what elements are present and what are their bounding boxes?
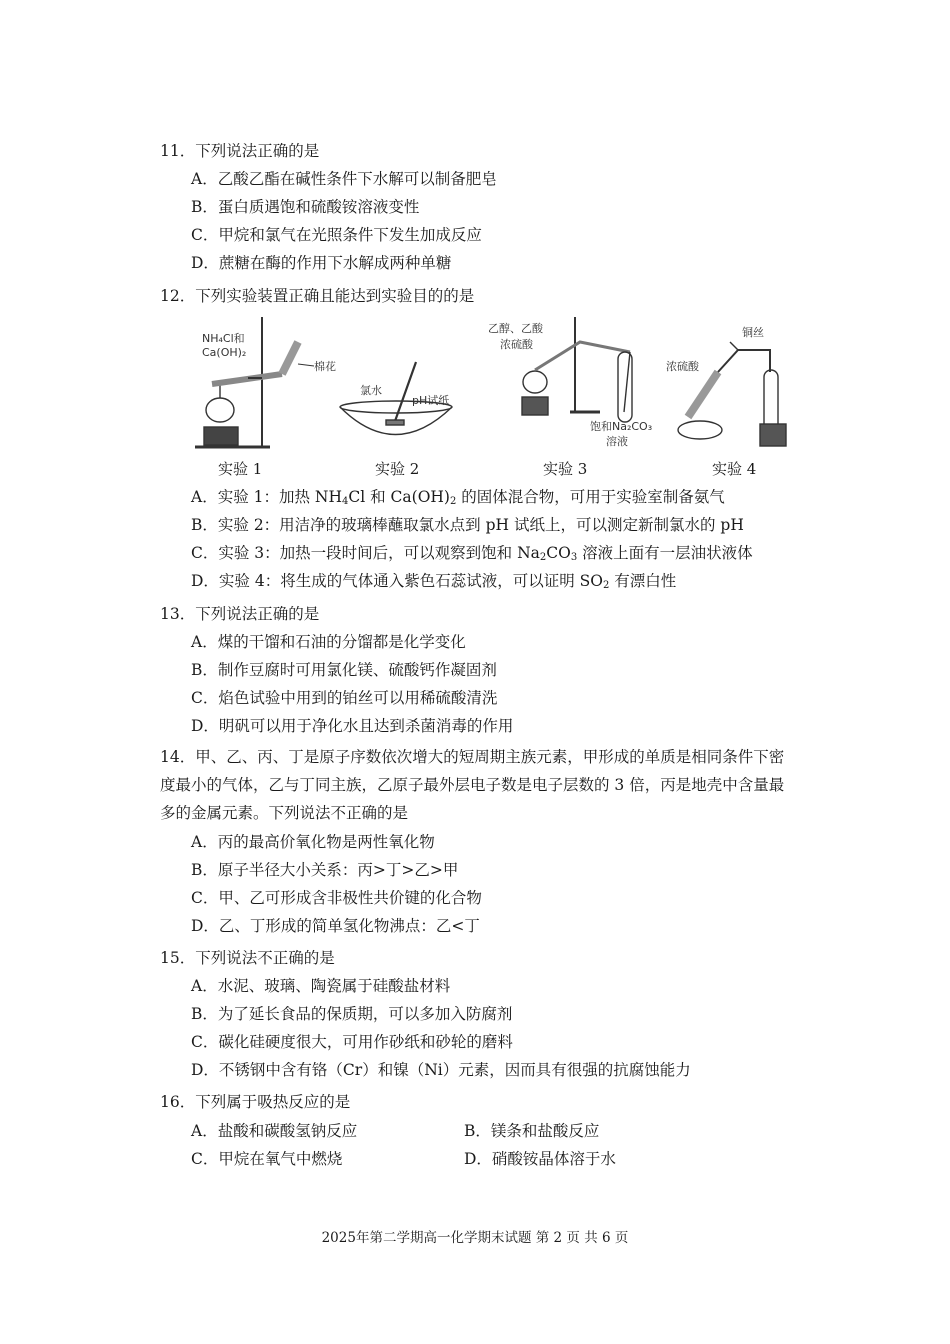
q12-option-b: B．实验 2：用洁净的玻璃棒蘸取氯水点到 pH 试纸上，可以测定新制氯水的 pH: [191, 516, 744, 534]
q14-stem-line2: 度最小的气体，乙与丁同主族，乙原子最外层电子数是电子层数的 3 倍，丙是地壳中含量最: [160, 776, 785, 794]
q16-option-b: B．镁条和盐酸反应: [464, 1122, 600, 1140]
q11-option-d: D．蔗糖在酶的作用下水解成两种单糖: [191, 254, 452, 272]
fig-label-ph: pH试纸: [412, 394, 450, 407]
experiment-2-label: 实验 2: [375, 460, 420, 478]
q11-stem: 11．下列说法正确的是: [160, 142, 320, 160]
q12-option-d: D．实验 4：将生成的气体通入紫色石蕊试液，可以证明 $SO_2$ 有漂白性: [191, 572, 677, 591]
q14-stem-line1: 14．甲、乙、丙、丁是原子序数依次增大的短周期主族元素，甲形成的单质是相同条件下密: [160, 748, 785, 766]
q12-option-c: C．实验 3：加热一段时间后，可以观察到饱和 $Na_2CO_3$ 溶液上面有一层油状液体: [191, 544, 753, 563]
q13-stem: 13．下列说法正确的是: [160, 605, 320, 623]
q14-option-c: C．甲、乙可形成含非极性共价键的化合物: [191, 889, 482, 907]
fig-label-sol: 溶液: [606, 435, 628, 448]
q14-stem-line3: 多的金属元素。下列说法不正确的是: [160, 804, 409, 822]
q15-stem: 15．下列说法不正确的是: [160, 949, 335, 967]
fig-label-h2so4b: 浓硫酸: [666, 360, 699, 373]
q16-option-c: C．甲烷在氧气中燃烧: [191, 1150, 343, 1168]
q14-option-b: B．原子半径大小关系：丙>丁>乙>甲: [191, 861, 459, 879]
fig-label-caoh2: Ca(OH)₂: [202, 346, 247, 359]
q11-option-c: C．甲烷和氯气在光照条件下发生加成反应: [191, 226, 482, 244]
experiment-apparatus-figure: [190, 312, 800, 482]
page-footer: 2025年第二学期高一化学期末试题 第 2 页 共 6 页: [321, 1230, 629, 1246]
q12-stem: 12．下列实验装置正确且能达到实验目的的是: [160, 287, 475, 305]
fig-label-h2so4: 浓硫酸: [500, 338, 533, 351]
q12-option-a: A．实验 1：加热 $NH_4Cl$ 和 $Ca(OH)_2$ 的固体混合物，可用于实验室制备氨气: [191, 488, 725, 507]
q11-option-a: A．乙酸乙酯在碱性条件下水解可以制备肥皂: [191, 170, 497, 188]
q16-stem: 16．下列属于吸热反应的是: [160, 1093, 351, 1111]
q11-option-b: B．蛋白质遇饱和硫酸铵溶液变性: [191, 198, 420, 216]
q14-option-d: D．乙、丁形成的简单氢化物沸点：乙<丁: [191, 917, 480, 935]
q15-option-d: D．不锈钢中含有铬（Cr）和镍（Ni）元素，因而具有很强的抗腐蚀能力: [191, 1061, 691, 1079]
experiment-4-apparatus: [678, 342, 786, 446]
q16-option-d: D．硝酸铵晶体溶于水: [464, 1150, 616, 1168]
q14-option-a: A．丙的最高价氧化物是两性氧化物: [191, 833, 435, 851]
fig-label-mianhua: 棉花: [314, 360, 336, 373]
experiment-4-label: 实验 4: [712, 460, 757, 478]
q13-option-b: B．制作豆腐时可用氯化镁、硫酸钙作凝固剂: [191, 661, 497, 679]
q15-option-c: C．碳化硅硬度很大，可用作砂纸和砂轮的磨料: [191, 1033, 513, 1051]
fig-label-tongsi: 铜丝: [742, 326, 764, 339]
q13-option-c: C．焰色试验中用到的铂丝可以用稀硫酸清洗: [191, 689, 498, 707]
experiment-3-label: 实验 3: [543, 460, 588, 478]
fig-label-sat: 饱和Na₂CO₃: [590, 420, 653, 433]
q16-option-a: A．盐酸和碳酸氢钠反应: [191, 1122, 358, 1140]
q13-option-d: D．明矾可以用于净化水且达到杀菌消毒的作用: [191, 717, 514, 735]
q15-option-a: A．水泥、玻璃、陶瓷属于硅酸盐材料: [191, 977, 451, 995]
experiment-1-label: 实验 1: [218, 460, 263, 478]
fig-label-lvshui: 氯水: [360, 384, 382, 397]
q13-option-a: A．煤的干馏和石油的分馏都是化学变化: [191, 633, 466, 651]
fig-label-nh4cl: NH₄Cl和: [202, 332, 245, 345]
q15-option-b: B．为了延长食品的保质期，可以多加入防腐剂: [191, 1005, 513, 1023]
fig-label-ethanol: 乙醇、乙酸: [488, 322, 543, 335]
